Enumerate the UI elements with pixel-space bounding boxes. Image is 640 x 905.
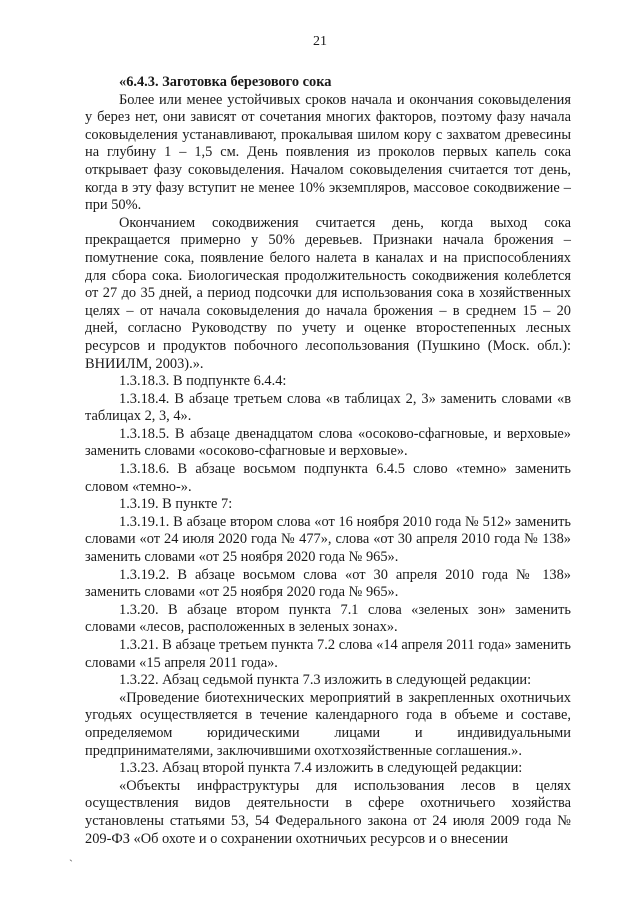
paragraph-sap-end: Окончанием сокодвижения считается день, когда выход сока прекращается примерно у 50% деревьев. Признаки начала брожения – помутнение сока, появление белого налета в каналах и на приспособлениях для сбора сока. Биологическая продолжительность сокодвижения колеблется от 27 до 35 дней, а период подсочки для использования сока в хозяйственных целях – от начала соковыделения до начала брожения – в среднем 15 – 20 дней, согласно Руководству по учету и оценке второстепенных лесных ресурсов и продуктов побочного лесопользования (Пушкино (Моск. обл.): ВНИИЛМ, 2003).». <box>85 214 571 372</box>
paragraph-1-3-18-3: 1.3.18.3. В подпункте 6.4.4: <box>119 373 287 390</box>
paragraph-biotech-quote: «Проведение биотехнических мероприятий в закрепленных охотничьих угодьях осуществляется в течение календарного года в объеме и составе, определяемом юридическими лицами и индивидуальными предпринимателями, заключившими охотхозяйственные соглашения.». <box>85 689 571 759</box>
paragraph-1-3-19-1: 1.3.19.1. В абзаце втором слова «от 16 ноября 2010 года № 512» заменить словами «от 24 июля 2020 года № 477», слова «от 30 апреля 2010 года № 138» заменить словами «от 25 ноября 2020 года № 965». <box>85 513 571 566</box>
paragraph-1-3-19: 1.3.19. В пункте 7: <box>119 496 233 513</box>
paragraph-1-3-18-4: 1.3.18.4. В абзаце третьем слова «в таблицах 2, 3» заменить словами «в таблицах 2, 3, 4». <box>85 390 571 425</box>
page-number: 21 <box>313 34 327 49</box>
paragraph-1-3-18-5: 1.3.18.5. В абзаце двенадцатом слова «осоково-сфагновые, и верховые» заменить словами «осоково-сфагновые и верховые». <box>85 425 571 460</box>
paragraph-1-3-20: 1.3.20. В абзаце втором пункта 7.1 слова «зеленых зон» заменить словами «лесов, расположенных в зеленых зонах». <box>85 601 571 636</box>
paragraph-1-3-23: 1.3.23. Абзац второй пункта 7.4 изложить в следующей редакции: <box>119 760 523 777</box>
paragraph-1-3-22: 1.3.22. Абзац седьмой пункта 7.3 изложить в следующей редакции: <box>119 672 532 689</box>
paragraph-1-3-18-6: 1.3.18.6. В абзаце восьмом подпункта 6.4.5 слово «темно» заменить словом «темно-». <box>85 461 571 495</box>
document-body <box>85 74 571 848</box>
paragraph-1-3-19-2: 1.3.19.2. В абзаце восьмом слова «от 30 апреля 2010 года № 138» заменить словами «от 25 ноября 2020 года № 965». <box>85 566 571 601</box>
paragraph-1-3-21: 1.3.21. В абзаце третьем пункта 7.2 слова «14 апреля 2011 года» заменить словами «15 апреля 2011 года». <box>85 637 571 671</box>
scan-artifact-mark: ˏ <box>69 848 73 862</box>
paragraph-infrastructure-quote: «Объекты инфраструктуры для использования лесов в целях осуществления видов деятельности в сфере охотничьего хозяйства установлены статьями 53, 54 Федерального закона от 24 июля 2009 года № 209-ФЗ «Об охоте и о сохранении охотничьих ресурсов и о внесении <box>85 777 571 847</box>
section-heading: «6.4.3. Заготовка березового сока <box>119 74 332 90</box>
paragraph-sap-timing: Более или менее устойчивых сроков начала и окончания соковыделения у берез нет, они зависят от сочетания многих факторов, поэтому фазу начала соковыделения устанавливают, прокалывая шилом кору с захватом древесины на глубину 1 – 1,5 см. День появления из проколов первых капель сока открывает фазу соковыделения. Началом соковыделения считается тот день, когда в эту фазу вступит не менее 10% экземпляров, массовое сокодвижение – при 50%. <box>85 91 571 214</box>
